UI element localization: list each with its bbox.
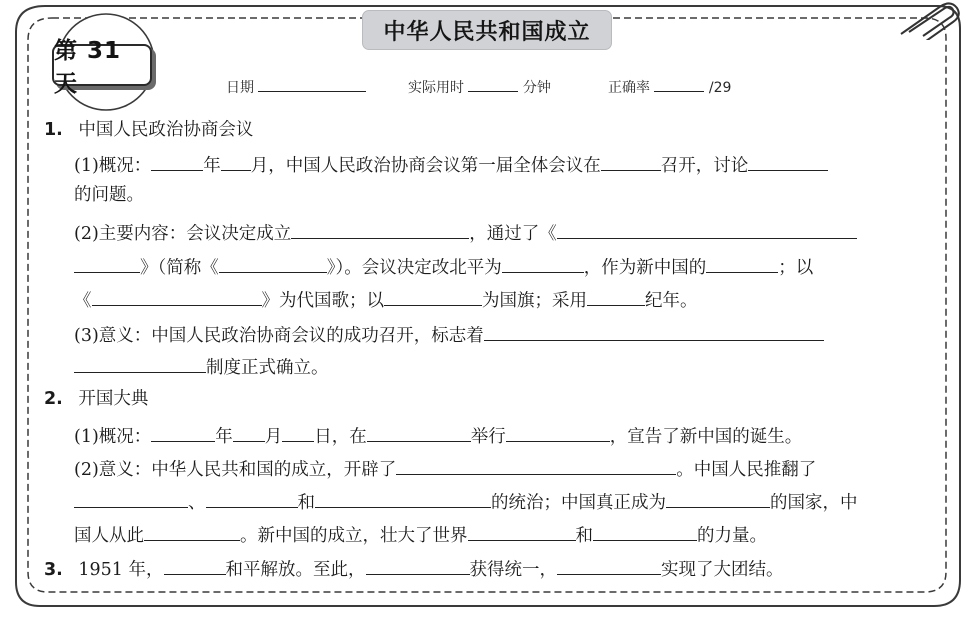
- blank-month[interactable]: [233, 423, 265, 442]
- q1-p3: [74, 322, 824, 348]
- text: 为国旗；采用: [482, 291, 587, 311]
- page-title: 中华人民共和国成立: [362, 10, 612, 50]
- q1-number: 1.: [44, 120, 63, 140]
- blank-law-cont[interactable]: [74, 254, 140, 273]
- text: 《: [74, 291, 92, 311]
- text: 》为代国歌；以: [261, 291, 384, 311]
- text: 》）。会议决定改北平为: [326, 258, 502, 278]
- day-badge-label: 第 31 天: [52, 44, 152, 86]
- blank-enemy-2[interactable]: [206, 489, 298, 508]
- text: 纪年。: [645, 291, 698, 311]
- text: (1)概况：: [74, 156, 152, 176]
- q1-p1: [74, 152, 828, 178]
- text: ；以: [778, 258, 814, 278]
- blank-event[interactable]: [506, 423, 610, 442]
- blank-place[interactable]: [367, 423, 471, 442]
- blank-enemy-1[interactable]: [74, 489, 188, 508]
- text: 年: [215, 427, 233, 447]
- time-label: 实际用时: [408, 80, 464, 96]
- blank-place[interactable]: [601, 152, 661, 171]
- date-label: 日期: [226, 80, 254, 96]
- q1-p3-cont: [74, 354, 329, 380]
- text: 召开，讨论: [660, 156, 749, 176]
- text: 实现了大团结。: [661, 560, 784, 580]
- q2-number: 2.: [44, 389, 63, 409]
- text: ，通过了《: [469, 224, 557, 244]
- text: 。中国人民推翻了: [676, 460, 817, 480]
- time-unit: 分钟: [522, 80, 551, 96]
- q1-p2-line3: [74, 287, 698, 313]
- accuracy-total: /29: [708, 80, 732, 96]
- text: 日，在: [314, 427, 367, 447]
- text: ，作为新中国的: [583, 258, 707, 278]
- date-input[interactable]: [258, 73, 366, 92]
- blank-nations[interactable]: [557, 556, 661, 575]
- blank-city[interactable]: [502, 254, 584, 273]
- blank-mainland[interactable]: [366, 556, 470, 575]
- text: ，宣告了新中国的诞生。: [609, 427, 803, 447]
- q1-title: 中国人民政治协商会议: [78, 120, 254, 140]
- q1-p2-line2: [74, 254, 813, 280]
- text: 的问题。: [74, 185, 144, 205]
- blank-enemy-3[interactable]: [315, 489, 491, 508]
- q1-p1-cont: [74, 183, 144, 207]
- text: 、: [188, 493, 206, 513]
- blank-capital[interactable]: [706, 254, 778, 273]
- blank-new-era[interactable]: [396, 456, 676, 475]
- text: 获得统一，: [469, 560, 558, 580]
- text: (1)概况：: [74, 427, 152, 447]
- blank-day[interactable]: [282, 423, 314, 442]
- blank-issue[interactable]: [748, 152, 828, 171]
- q2-title: 开国大典: [78, 389, 149, 409]
- time-field: [408, 73, 551, 97]
- blank-stood-up[interactable]: [144, 522, 240, 541]
- text: 的统治；中国真正成为: [491, 493, 666, 513]
- accuracy-field: [608, 73, 731, 97]
- text: 。新中国的成立，壮大了世界: [240, 526, 468, 546]
- text: 国人从此: [74, 526, 144, 546]
- text: 的力量。: [697, 526, 767, 546]
- text: 年: [203, 156, 221, 176]
- text: 和: [575, 526, 593, 546]
- day-badge: [46, 36, 158, 97]
- text: (3)意义：中国人民政治协商会议的成功召开，标志着: [74, 326, 484, 346]
- text: 》（简称《: [140, 258, 219, 278]
- q3-number: 3.: [44, 560, 63, 580]
- text: 和平解放。至此，: [225, 560, 366, 580]
- paperclip-icon: [893, 0, 963, 40]
- q2-p2: [74, 456, 816, 482]
- blank-month[interactable]: [221, 152, 251, 171]
- text: 月: [264, 427, 283, 447]
- blank-law-short[interactable]: [219, 254, 327, 273]
- text: 举行: [470, 427, 506, 447]
- accuracy-input[interactable]: [654, 73, 704, 92]
- blank-region[interactable]: [164, 556, 226, 575]
- q1-heading: [44, 118, 253, 142]
- date-field: [226, 73, 366, 97]
- blank-force-2[interactable]: [593, 522, 697, 541]
- accuracy-label: 正确率: [608, 80, 650, 96]
- q2-p1: [74, 423, 802, 449]
- text: 的国家，中: [770, 493, 858, 513]
- text: 制度正式确立。: [206, 358, 329, 378]
- blank-force-1[interactable]: [468, 522, 576, 541]
- text: 1951 年，: [78, 560, 164, 580]
- q2-p2-line3: [74, 522, 767, 548]
- blank-flag[interactable]: [384, 287, 482, 306]
- text: 月，中国人民政治协商会议第一届全体会议在: [250, 156, 601, 176]
- time-input[interactable]: [468, 73, 518, 92]
- q2-p2-line2: [74, 489, 858, 515]
- blank-independent[interactable]: [666, 489, 770, 508]
- text: 和: [297, 493, 315, 513]
- q1-p2: [74, 220, 857, 246]
- blank-era[interactable]: [587, 287, 645, 306]
- blank-system[interactable]: [484, 322, 824, 341]
- text: (2)主要内容：会议决定成立: [74, 224, 292, 244]
- blank-year[interactable]: [151, 152, 203, 171]
- blank-gov[interactable]: [291, 220, 469, 239]
- blank-law[interactable]: [557, 220, 857, 239]
- blank-anthem[interactable]: [92, 287, 262, 306]
- blank-year[interactable]: [151, 423, 215, 442]
- text: (2)意义：中华人民共和国的成立，开辟了: [74, 460, 397, 480]
- q3: [44, 556, 784, 582]
- q2-heading: [44, 387, 148, 411]
- blank-system-cont[interactable]: [74, 354, 206, 373]
